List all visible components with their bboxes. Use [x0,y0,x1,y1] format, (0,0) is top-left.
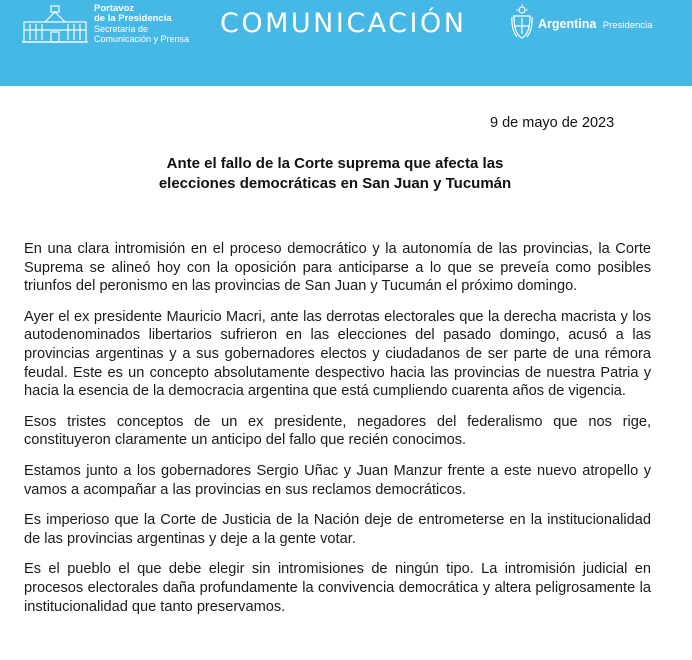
header-banner [0,0,692,86]
paragraph: Ayer el ex presidente Mauricio Macri, ante las derrotas electorales que la derecha macrista y los autodenominados libertarios sufrieron en las elecciones del pasado domingo, acusó a las provincias argentinas y a sus gobernadores electos y ciudadanos de ser parte de una rémora feudal. Este es un concepto absolutamente despectivo hacia las provincias de nuestra Patria y hacia la esencia de la democracia argentina que está cumpliendo cuarenta años de vigencia. [24,308,651,400]
org-line-4: Comunicación y Prensa [94,34,190,44]
paragraph: Es imperioso que la Corte de Justicia de la Nación deje de entrometerse en la institucionalidad de las provincias argentinas y deje a la gente votar. [24,512,651,547]
org-line-1: Portavoz [94,3,135,14]
header-title: COMUNICACIÓN [220,8,467,39]
org-name [94,4,189,44]
document-body [24,240,651,628]
presidency-label: Presidencia [602,20,653,31]
org-line-3: Secretaría de [94,24,149,34]
headline-line-1: Ante el fallo de la Corte suprema que afecta las [166,155,504,172]
paragraph: En una clara intromisión en el proceso democrático y la autonomía de las provincias, la Corte Suprema se alineó hoy con la oposición para anticiparse a lo que se preveía como posibles triunfos del peronismo en las provincias de San Juan y Tucumán el próximo domingo. [24,241,651,295]
paragraph: Estamos junto a los gobernadores Sergio Uñac y Juan Manzur frente a este nuevo atropello y vamos a acompañar a las provincias en sus reclamos democráticos. [24,462,651,498]
casa-rosada-logo-icon [20,4,90,44]
paragraph: Es el pueblo el que debe elegir sin intromisiones de ningún tipo. La intromisión judicial en procesos electorales daña profundamente la convivencia democrática y altera peligrosamente la institucionalidad que tanto preservamos. [24,561,651,615]
argentina-presidencia [538,15,652,33]
org-line-2: de la Presidencia [94,13,172,24]
paragraph: Esos tristes conceptos de un ex presidente, negadores del federalismo que nos rige, constituyeron claramente un anticipo del fallo que recién conocimos. [24,413,651,449]
country-name: Argentina [538,17,597,31]
document-date: 9 de mayo de 2023 [490,115,615,131]
document-headline [110,154,560,194]
headline-line-2: elecciones democráticas en San Juan y Tucumán [158,175,512,192]
coat-of-arms-icon [511,4,533,40]
